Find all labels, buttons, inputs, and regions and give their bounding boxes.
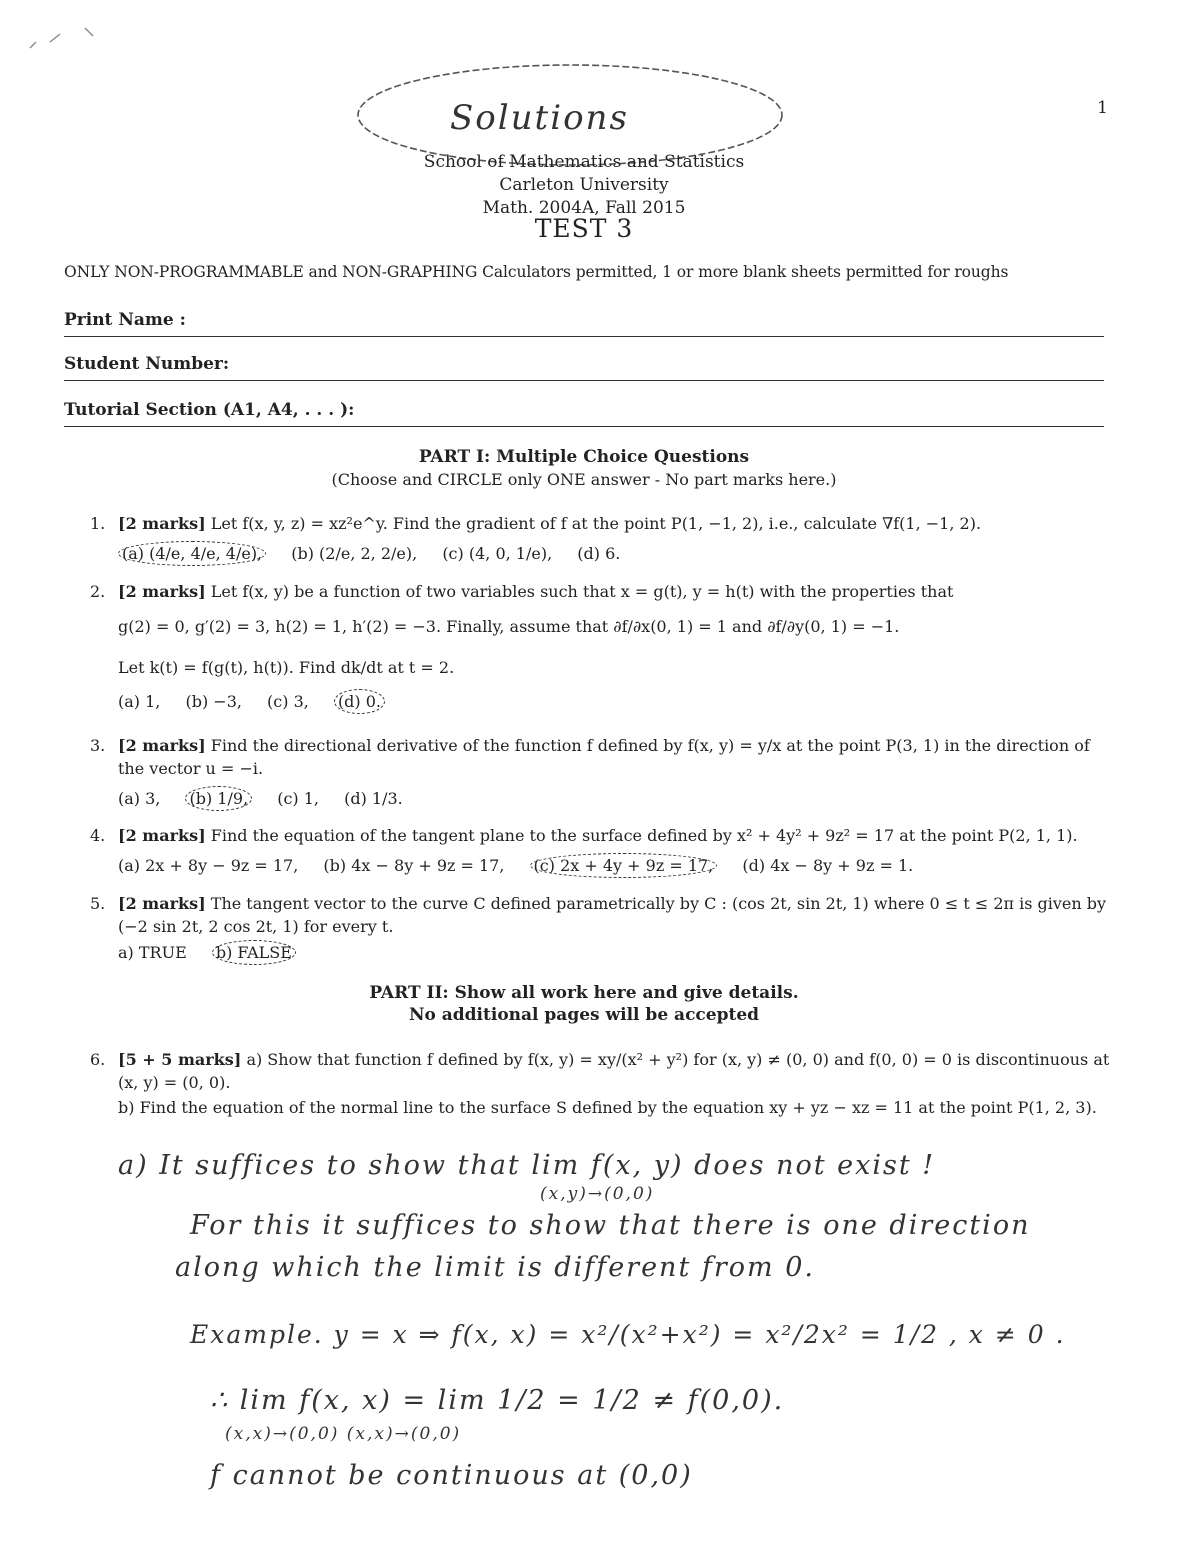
q5-option-b[interactable]: b) FALSE <box>212 940 296 965</box>
name-field[interactable] <box>64 306 1104 337</box>
hand-line-5: ∴ lim f(x, x) = lim 1/2 = 1/2 ≠ f(0,0). <box>210 1385 785 1416</box>
question-5: 5. [2 marks] The tangent vector to the curve C defined parametrically by C : (cos 2t, sin 2t, 1) where 0 ≤ t ≤ 2π is given by (−2 sin 2t, 2 cos 2t, 1) for every t. a) TRUE b) FALSE <box>90 892 1110 965</box>
q4-option-b[interactable]: (b) 4x − 8y + 9z = 17, <box>323 856 505 875</box>
q1-option-d[interactable]: (d) 6. <box>577 544 621 563</box>
q2-option-a[interactable]: (a) 1, <box>118 692 161 711</box>
q4-marks: [2 marks] <box>118 826 206 845</box>
q4-option-d[interactable]: (d) 4x − 8y + 9z = 1. <box>742 856 914 875</box>
course-name: Math. 2004A, Fall 2015 <box>482 198 686 218</box>
q4-option-a[interactable]: (a) 2x + 8y − 9z = 17, <box>118 856 299 875</box>
part1-subtitle: (Choose and CIRCLE only ONE answer - No part marks here.) <box>331 470 837 489</box>
q3-option-d[interactable]: (d) 1/3. <box>344 789 403 808</box>
part2-title: PART II: Show all work here and give details. <box>369 983 799 1003</box>
q4-text: Find the equation of the tangent plane to the surface defined by x² + 4y² + 9z² = 17 at the point P(2, 1, 1). <box>210 826 1078 845</box>
student-number-label: Student Number: <box>64 354 230 374</box>
q2-marks: [2 marks] <box>118 582 206 601</box>
hand-line-4: Example. y = x ⇒ f(x, x) = x²/(x²+x²) = x²/2x² = 1/2 , x ≠ 0 . <box>190 1320 1066 1349</box>
part2-subtitle: No additional pages will be accepted <box>408 1005 760 1025</box>
q1-marks: [2 marks] <box>118 514 206 533</box>
hand-line-6: f cannot be continuous at (0,0) <box>210 1460 693 1491</box>
q1-option-c[interactable]: (c) (4, 0, 1/e), <box>442 544 553 563</box>
q4-option-c[interactable]: (c) 2x + 4y + 9z = 17, <box>530 853 718 878</box>
q1-option-b[interactable]: (b) (2/e, 2, 2/e), <box>291 544 418 563</box>
question-2: 2. [2 marks] Let f(x, y) be a function of two variables such that x = g(t), y = h(t) with the properties that g(2) = 0, g′(2) = 3, h(2) = 1, h′(2) = −3. Finally, assume that ∂f/∂x(0, 1) = 1 and ∂f/∂y(0, 1) = −1. Let k(t) = f(g(t), h(t)). Find dk/dt at t = 2. (a) 1, (b) −3, (c) 3, (d) 0. <box>90 580 1110 714</box>
hand-line-1-sub: (x,y)→(0,0) <box>540 1184 655 1204</box>
q2-text: Let f(x, y) be a function of two variables such that x = g(t), y = h(t) with the properties that <box>210 582 954 601</box>
q2-option-b[interactable]: (b) −3, <box>185 692 242 711</box>
q2-text2: g(2) = 0, g′(2) = 3, h(2) = 1, h′(2) = −3. Finally, assume that ∂f/∂x(0, 1) = 1 and ∂f/∂y(0, 1) = −1. <box>118 617 900 636</box>
q3-marks: [2 marks] <box>118 736 206 755</box>
q3-option-b[interactable]: (b) 1/9, <box>185 786 252 811</box>
calculator-note: ONLY NON-PROGRAMMABLE and NON-GRAPHING Calculators permitted, 1 or more blank sheets permitted for roughs <box>64 263 1009 281</box>
hand-line-3: along which the limit is different from 0. <box>175 1252 815 1283</box>
q6-marks: [5 + 5 marks] <box>118 1050 242 1069</box>
school-name: School of Mathematics and Statistics <box>423 152 745 172</box>
tutorial-label: Tutorial Section (A1, A4, . . . ): <box>64 400 355 420</box>
hand-line-2: For this it suffices to show that there is one direction <box>190 1210 1031 1241</box>
university-name: Carleton University <box>499 175 669 195</box>
q6-part-b: b) Find the equation of the normal line to the surface S defined by the equation xy + yz − xz = 11 at the point P(1, 2, 3). <box>118 1098 1097 1117</box>
question-6: 6. [5 + 5 marks] a) Show that function f defined by f(x, y) = xy/(x² + y²) for (x, y) ≠ (0, 0) and f(0, 0) = 0 is discontinuous at (x, y) = (0, 0). b) Find the equation of the normal line to the surface S defined by the equation xy + yz − xz = 11 at the point P(1, 2, 3). <box>90 1050 1110 1117</box>
q3-option-c[interactable]: (c) 1, <box>277 789 320 808</box>
student-number-field[interactable] <box>64 350 1104 381</box>
name-label: Print Name : <box>64 310 186 330</box>
q2-option-c[interactable]: (c) 3, <box>267 692 309 711</box>
test-title: TEST 3 <box>534 214 634 243</box>
handwritten-title: Solutions <box>450 98 629 138</box>
question-3: 3. [2 marks] Find the directional derivative of the function f defined by f(x, y) = y/x at the point P(3, 1) in the direction of the vector u = −i. (a) 3, (b) 1/9, (c) 1, (d) 1/3. <box>90 734 1110 811</box>
hand-line-5-sub: (x,x)→(0,0) (x,x)→(0,0) <box>225 1424 462 1444</box>
page-number: 1 <box>1097 98 1108 118</box>
q3-text: Find the directional derivative of the function f defined by f(x, y) = y/x at the point P(3, 1) in the direction of the vector u = −i. <box>118 736 1090 778</box>
q2-option-d[interactable]: (d) 0. <box>334 689 385 714</box>
q6-part-a: a) Show that function f defined by f(x, y) = xy/(x² + y²) for (x, y) ≠ (0, 0) and f(0, 0) = 0 is discontinuous at (x, y) = (0, 0). <box>118 1050 1110 1092</box>
q5-text: The tangent vector to the curve C defined parametrically by C : (cos 2t, sin 2t, 1) where 0 ≤ t ≤ 2π is given by (−2 sin 2t, 2 cos 2t, 1) for every t. <box>118 894 1107 936</box>
q1-option-a[interactable]: (a) (4/e, 4/e, 4/e), <box>118 541 266 566</box>
tutorial-field[interactable] <box>64 396 1104 427</box>
part1-title: PART I: Multiple Choice Questions <box>418 447 750 467</box>
q5-marks: [2 marks] <box>118 894 206 913</box>
question-1: 1. [2 marks] Let f(x, y, z) = xz²e^y. Find the gradient of f at the point P(1, −1, 2), i.e., calculate ∇f(1, −1, 2). (a) (4/e, 4/e, 4/e), (b) (2/e, 2, 2/e), (c) (4, 0, 1/e), (d) 6. <box>90 512 1110 566</box>
hand-line-1: a) It suffices to show that lim f(x, y) does not exist ! <box>118 1150 936 1181</box>
q2-text3: Let k(t) = f(g(t), h(t)). Find dk/dt at t = 2. <box>118 658 455 677</box>
question-4: 4. [2 marks] Find the equation of the tangent plane to the surface defined by x² + 4y² + 9z² = 17 at the point P(2, 1, 1). (a) 2x + 8y − 9z = 17, (b) 4x − 8y + 9z = 17, (c) 2x + 4y + 9z = 17, (d) 4x − 8y + 9z = 1. <box>90 824 1110 878</box>
q1-text: Let f(x, y, z) = xz²e^y. Find the gradient of f at the point P(1, −1, 2), i.e., calculate ∇f(1, −1, 2). <box>210 514 982 533</box>
q5-option-a[interactable]: a) TRUE <box>118 943 187 962</box>
q3-option-a[interactable]: (a) 3, <box>118 789 161 808</box>
